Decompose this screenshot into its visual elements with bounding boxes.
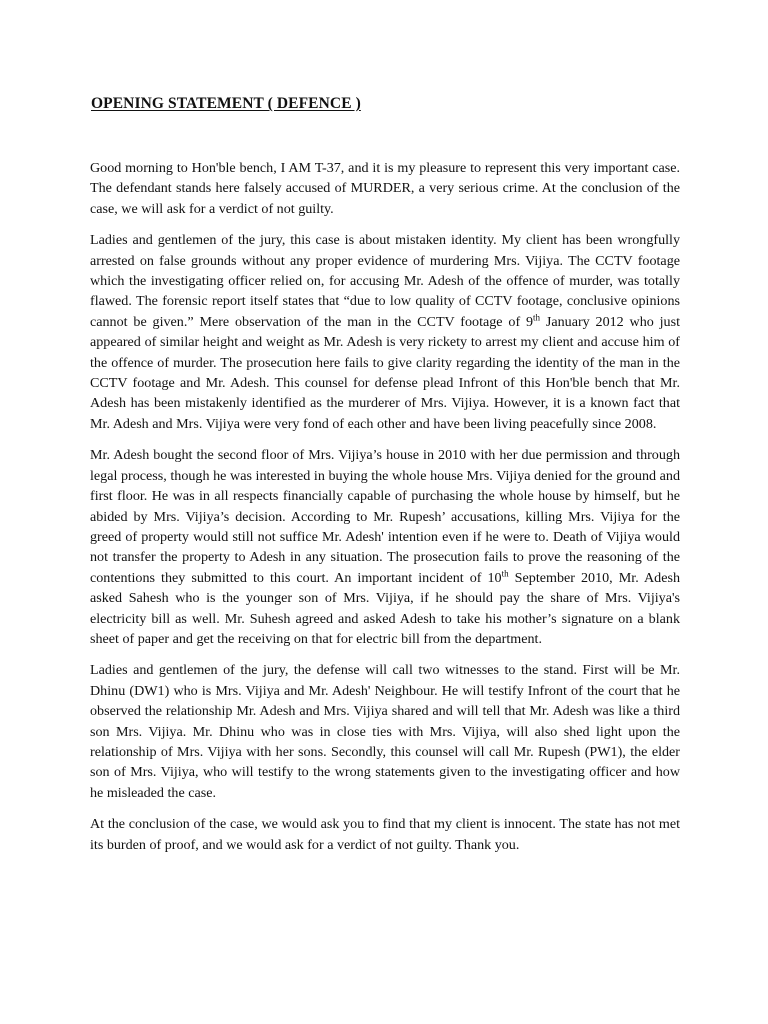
- paragraph-witnesses: Ladies and gentlemen of the jury, the defense will call two witnesses to the stand. First will be Mr. Dhinu (DW1) who is Mrs. Vijiya and Mr. Adesh' Neighbour. He will testify Infront of the court that he observed the relationship Mr. Adesh and Mrs. Vijiya shared and will tell that Mr. Adesh was like a third son Mrs. Vijiya. Mr. Dhinu who was in close ties with Mrs. Vijiya, will also shed light upon the relationship of Mrs. Vijiya with her sons. Secondly, this counsel will call Mr. Rupesh (PW1), the elder son of Mrs. Vijiya, who will testify to the wrong statements given to the investigating officer and how he misleaded the case.: [90, 662, 680, 801]
- paragraph-text: Mr. Adesh bought the second floor of Mrs. Vijiya’s house in 2010 with her due permission and through legal process, though he was interested in buying the whole house Mrs. Vijiya denied for the ground and first floor. He was in all respects financially capable of purchasing the whole house by himself, but he abided by Mrs. Vijiya’s decision. According to Mr. Rupesh’ accusations, killing Mrs. Vijiya for the greed of property would still not suffice Mr. Adesh' intention even if he were to. Death of Vijiya would not transfer the property to Adesh in any situation. The prosecution fails to prove the reasoning of the contentions they submitted to this court. An important incident of 10: [90, 447, 680, 586]
- paragraph-property-motive: [90, 445, 680, 649]
- paragraph-text: Ladies and gentlemen of the jury, this case is about mistaken identity. My client has been wrongfully arrested on false grounds without any proper evidence of murdering Mrs. Vijiya. The CCTV footage which the investigating officer relied on, for accusing Mr. Adesh of the offence of murder, was totally flawed. The forensic report itself states that “due to low quality of CCTV footage, conclusive opinions cannot be given.” Mere observation of the man in the CCTV footage of 9: [90, 232, 680, 330]
- ordinal-suffix: th: [501, 568, 509, 579]
- paragraph-text: September 2010, Mr. Adesh asked Sahesh who is the younger son of Mrs. Vijiya, if he should pay the share of Mrs. Vijiya's electricity bill as well. Mr. Suhesh agreed and asked Adesh to take his mother’s signature on a blank sheet of paper and get the receiving on that for electric bill from the department.: [90, 569, 681, 647]
- paragraph-introduction: Good morning to Hon'ble bench, I AM T-37, and it is my pleasure to represent this very important case. The defendant stands here falsely accused of MURDER, a very serious crime. At the conclusion of the case, we will ask for a verdict of not guilty.: [90, 160, 680, 217]
- paragraph-conclusion: At the conclusion of the case, we would ask you to find that my client is innocent. The state has not met its burden of proof, and we would ask for a verdict of not guilty. Thank you.: [90, 816, 680, 853]
- paragraph-mistaken-identity: [90, 230, 680, 434]
- ordinal-suffix: th: [533, 312, 541, 323]
- document-title: OPENING STATEMENT ( DEFENCE ): [91, 95, 361, 112]
- document-body: [90, 158, 680, 866]
- paragraph-text: January 2012 who just appeared of similar height and weight as Mr. Adesh is very rickety to arrest my client and accuse him of the offence of murder. The prosecution here fails to give clarity regarding the identity of the man in the CCTV footage and Mr. Adesh. This counsel for defense plead Infront of this Hon'ble bench that Mr. Adesh has been mistakenly identified as the murderer of Mrs. Vijiya. However, it is a known fact that Mr. Adesh and Mrs. Vijiya were very fond of each other and have been living peacefully since 2008.: [90, 313, 680, 432]
